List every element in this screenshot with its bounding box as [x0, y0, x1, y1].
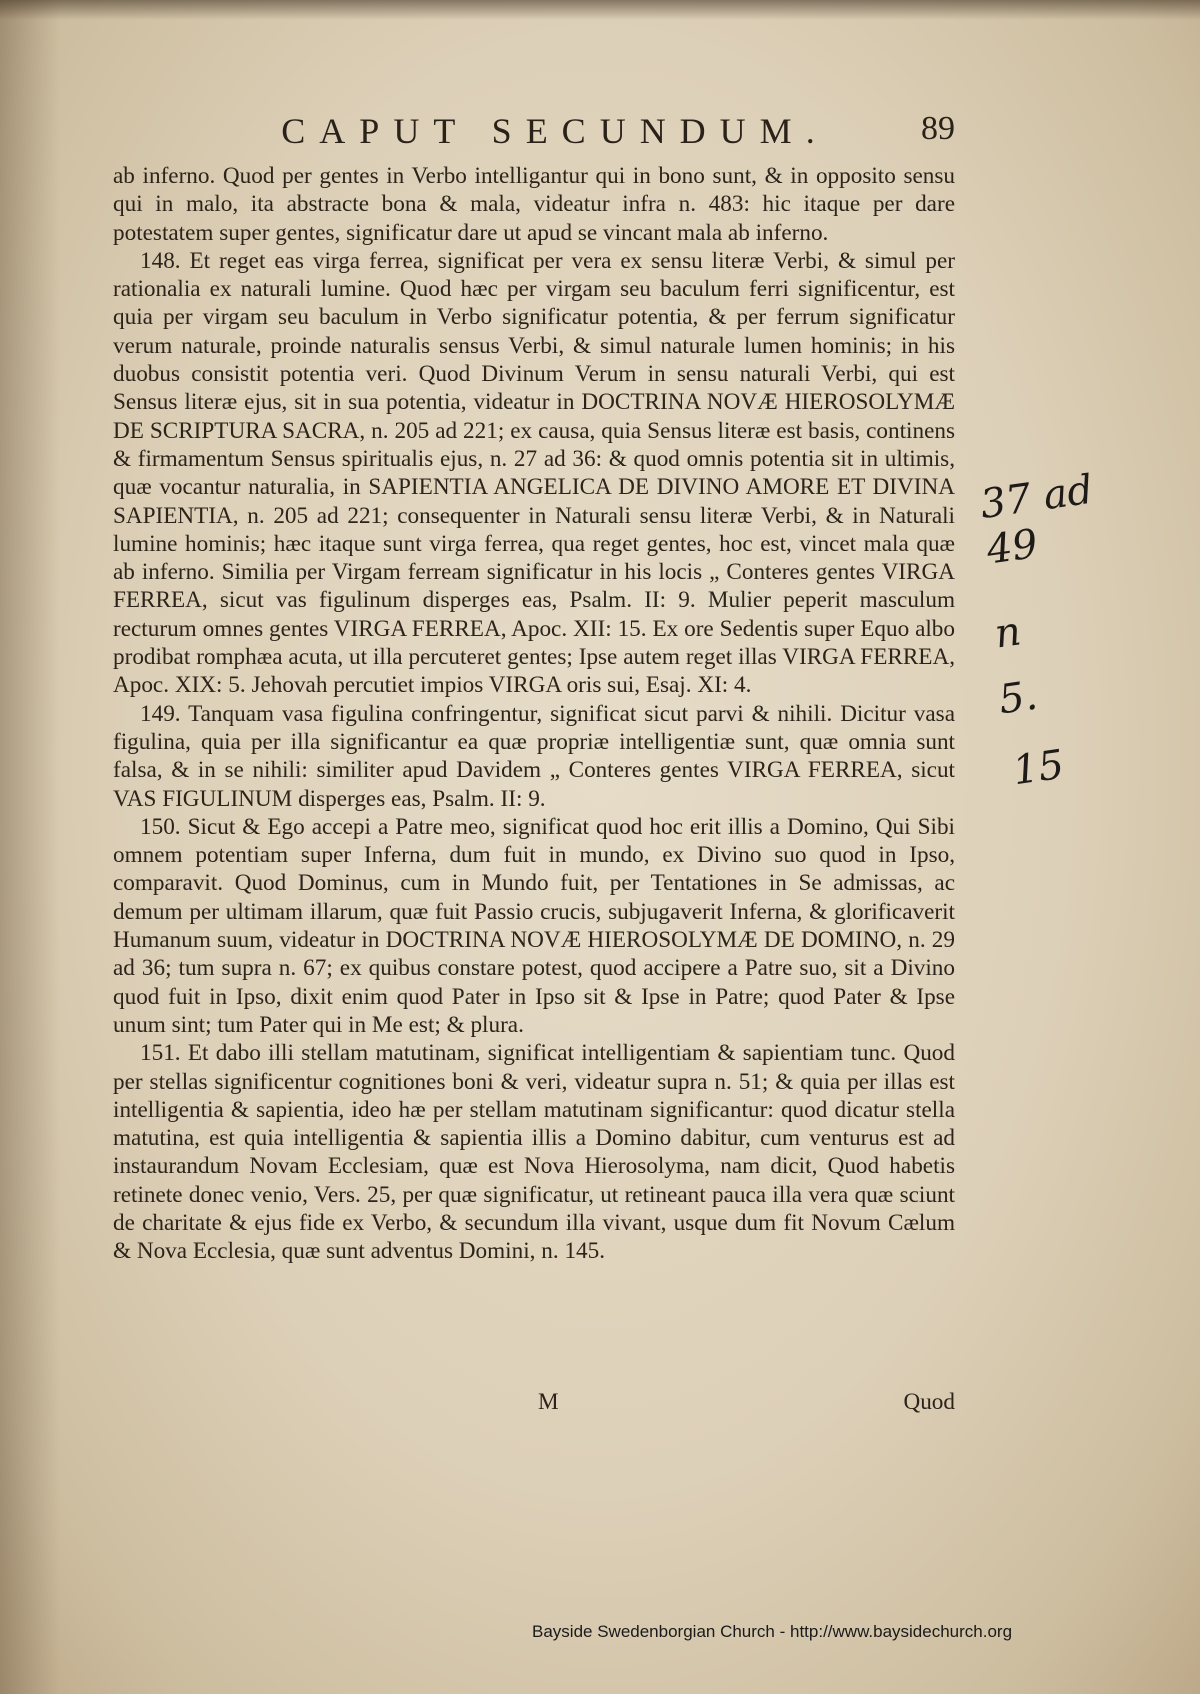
body-text — [113, 162, 955, 1266]
running-title: CAPUT SECUNDUM. — [281, 111, 829, 151]
signature-mark: M — [538, 1389, 559, 1415]
running-head — [155, 110, 955, 160]
catchline — [113, 1389, 955, 1419]
website-credit — [532, 1622, 1012, 1642]
catchword: Quod — [903, 1389, 955, 1415]
credit-name: Bayside Swedenborgian Church — [532, 1622, 775, 1641]
credit-separator: - — [774, 1622, 790, 1641]
paragraph-149: 149. Tanquam vasa figulina confringentur, significat sicut parvi & nihili. Dicitur vasa figulina, quia per illa significantur ea quæ propriæ intelligentiæ sunt, quæ omnia sunt falsa, & in se nihili: similiter apud Davidem „ Conteres gentes VIRGA FERREA, sicut VAS FIGULINUM disperges eas, Psalm. II: 9. — [113, 700, 955, 812]
margin-note-4: 15 — [1010, 741, 1067, 795]
margin-note-3: 5. — [995, 672, 1041, 724]
paragraph-148: 148. Et reget eas virga ferrea, significat per vera ex sensu literæ Verbi, & simul per rationalia ex naturali lumine. Quod hæc per virgam seu baculum ferri significentur, est quia per virgam seu baculum in Verbo significatur potentia, & per ferrum significatur verum naturale, proinde naturalis sensus Verbi, & simul naturale lumen hominis; in his duobus consistit potentia veri. Quod Divinum Verum in sensu naturali Verbi, qui est Sensus literæ ejus, sit in sua potentia, videatur in DOCTRINA NOVÆ HIEROSOLYMÆ DE SCRIPTURA SACRA, n. 205 ad 221; ex causa, quia Sensus literæ est basis, continens & firmamentum Sensus spiritualis ejus, n. 27 ad 36: & quod omnis potentia sit in ultimis, quæ vocantur naturalia, in SAPIENTIA ANGELICA DE DIVINO AMORE ET DIVINA SAPIENTIA, n. 205 ad 221; consequenter in Naturali sensu literæ Verbi, & in Naturali lumine hominis; hæc itaque sunt virga ferrea, qua reget gentes, hoc est, vincet mala quæ ab inferno. Similia per Virgam ferream significatur in his locis „ Conteres gentes VIRGA FERREA, sicut vas figulinum disperges eas, Psalm. II: 9. Mulier peperit masculum recturum omnes gentes VIRGA FERREA, Apoc. XII: 15. Ex ore Sedentis super Equo albo prodibat romphæa acuta, ut illa percuteret gentes; Ipse autem reget illas VIRGA FERREA, Apoc. XIX: 5. Jehovah percutiet impios VIRGA oris sui, Esaj. XI: 4. — [113, 247, 955, 699]
paragraph-151: 151. Et dabo illi stellam matutinam, significat intelligentiam & sapientiam tunc. Quod per stellas significentur cognitiones boni & veri, videatur supra n. 51; & quia per illas est intelligentia & sapientia, ideo hæ per stellam matutinam significantur: quod dicatur stella matutina, est quia intelligentia & sapientia illis a Domino dabitur, cum venturus est ad instaurandum Novam Ecclesiam, quæ est Nova Hierosolyma, nam dicit, Quod habetis retinete donec venio, Vers. 25, per quæ significatur, ut retineant pauca illa vera quæ sciunt de charitate & ejus fide ex Verbo, & secundum illa vivant, usque dum fit Novum Cælum & Nova Ecclesia, quæ sunt adventus Domini, n. 145. — [113, 1040, 955, 1265]
margin-note-1: 37 ad 49 — [977, 466, 1096, 574]
page-number: 89 — [921, 110, 955, 147]
handwritten-margin-notes — [975, 440, 1155, 840]
margin-note-2: n — [991, 608, 1024, 658]
credit-url[interactable]: http://www.baysidechurch.org — [789, 1622, 1013, 1641]
paragraph-continuation: ab inferno. Quod per gentes in Verbo intelligantur qui in bono sunt, & in opposito sensu qui in malo, ita abstracte bona & mala, videatur infra n. 483: hic itaque per dare potestatem super gentes, significatur dare ut apud se vincant mala ab inferno. — [113, 163, 955, 246]
paragraph-150: 150. Sicut & Ego accepi a Patre meo, significat quod hoc erit illis a Domino, Qui Sibi omnem potentiam super Inferna, dum fuit in mundo, ex Divino suo quod in Ipso, comparavit. Quod Dominus, cum in Mundo fuit, per Tentationes in Se admissas, ac demum per ultimam illarum, quæ fuit Passio crucis, subjugaverit Inferna, & glorificaverit Humanum suum, videatur in DOCTRINA NOVÆ HIEROSOLYMÆ DE DOMINO, n. 29 ad 36; tum supra n. 67; ex quibus constare potest, quod accipere a Patre suo, sit a Divino quod fuit in Ipso, dixit enim quod Pater in Ipso sit & Ipse in Patre; quod Pater & Ipse unum sint; tum Pater qui in Me est; & plura. — [113, 813, 955, 1038]
